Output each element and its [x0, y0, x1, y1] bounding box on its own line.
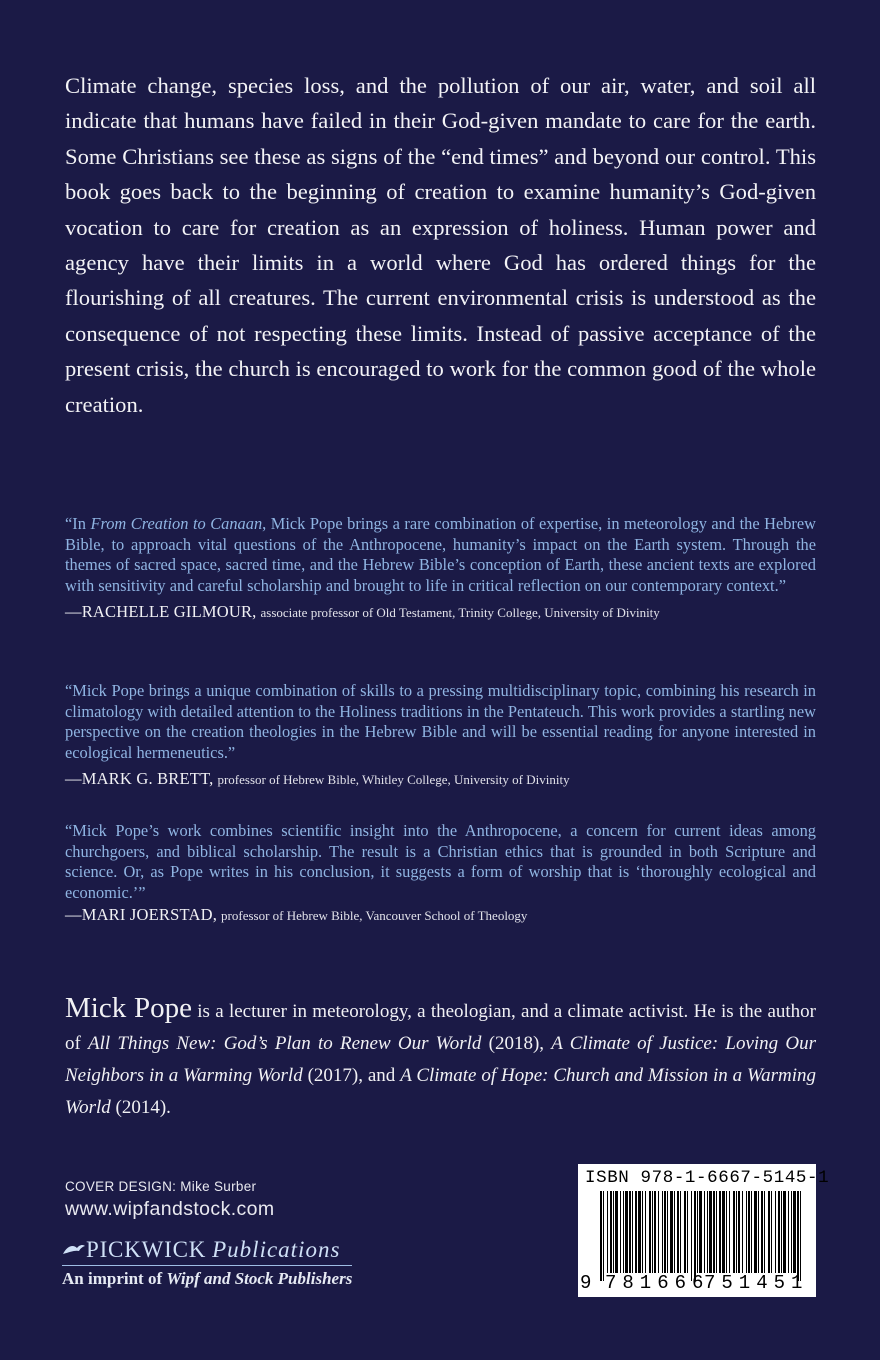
publisher-website[interactable]: www.wipfandstock.com	[65, 1198, 275, 1220]
endorsement-text: “Mick Pope’s work combines scientific insight into the Anthropocene, a concern for current ideas among churchgoers, and biblical scholarship. The result is a Christian ethics that is grounded in both Scripture and science. Or, as Pope writes in his conclusion, it suggests a form of worship that is ‘thoroughly ecological and economic.’”	[65, 821, 816, 902]
barcode-bar	[638, 1191, 641, 1273]
endorser-role: professor of Hebrew Bible, Vancouver School of Theology	[221, 908, 528, 924]
book-title: From Creation to Canaan	[90, 514, 263, 533]
barcode-digits	[578, 1272, 816, 1296]
barcode-bar	[713, 1191, 715, 1273]
endorsement-text: “Mick Pope brings a unique combination of skills to a pressing multidisciplinary topic, combining his research in climatology with detailed attention to the Holiness traditions in the Pentateuch. This work provides a startling new perspective on the creation theologies in the Hebrew Bible and will be essential reading for anyone interested in ecological hermeneutics.”	[65, 681, 816, 762]
endorsement-joerstad	[65, 821, 816, 925]
barcode-bar	[775, 1191, 776, 1273]
barcode-bar	[687, 1191, 688, 1273]
barcode-bar	[697, 1191, 698, 1273]
barcode-bar	[793, 1191, 796, 1273]
endorser-role: associate professor of Old Testament, Trinity College, University of Divinity	[260, 605, 660, 621]
barcode-bar	[704, 1191, 705, 1273]
barcode-bar	[709, 1191, 712, 1273]
barcode-bar	[615, 1191, 618, 1273]
barcode-bar	[751, 1191, 752, 1273]
barcode-bar	[736, 1191, 737, 1273]
barcode-bar	[742, 1191, 743, 1273]
endorsement-brett	[65, 681, 816, 789]
barcode-bar	[729, 1191, 730, 1273]
barcode-bar	[629, 1191, 631, 1273]
barcode-bar	[670, 1191, 673, 1273]
author-name: Mick Pope	[65, 992, 192, 1024]
endorser-name: —RACHELLE GILMOUR,	[65, 602, 257, 622]
barcode-digit-lead: 9	[580, 1272, 592, 1294]
barcode-bar	[600, 1191, 602, 1281]
endorsement-attribution	[65, 905, 816, 925]
endorsement-gilmour	[65, 514, 816, 622]
imprint-line: An imprint of Wipf and Stock Publishers	[62, 1269, 353, 1288]
endorsement-text: “In From Creation to Canaan, Mick Pope brings a rare combination of expertise, in meteorology and the Hebrew Bible, to approach vital questions of the Anthropocene, humanity’s impact on the Earth system. Through the themes of sacred space, sacred time, and the Hebrew Bible’s conception of Earth, these ancient texts are explored with sensitivity and careful scholarship and brought to life in critical reflection on our contemporary context.”	[65, 514, 816, 595]
publisher-logo	[62, 1237, 352, 1289]
barcode-digit-group-left: 781666	[605, 1272, 710, 1294]
back-cover-blurb: Climate change, species loss, and the pollution of our air, water, and soil all indicate that humans have failed in their God-given mandate to care for the earth. Some Christians see these as signs of the “end times” and beyond our control. This book goes back to the beginning of creation to examine humanity’s God-given vocation to care for creation as an expression of holiness. Human power and agency have their limits in a world where God has ordered things for the flourishing of all creatures. The current environmental crisis is understood as the consequence of not respecting these limits. Instead of passive acceptance of the present crisis, the church is encouraged to work for the common good of the whole creation.	[65, 73, 816, 417]
barcode-bar	[726, 1191, 727, 1273]
barcode-bar	[761, 1191, 763, 1273]
barcode-bar	[758, 1191, 759, 1273]
barcode-bar	[788, 1191, 789, 1273]
barcode-bar	[674, 1191, 675, 1273]
barcode-bar	[642, 1191, 643, 1273]
barcode-bar	[781, 1191, 782, 1273]
endorsement-attribution	[65, 602, 816, 622]
barcode-bar	[649, 1191, 651, 1273]
endorser-role: professor of Hebrew Bible, Whitley College, University of Divinity	[217, 772, 570, 788]
barcode-bar	[791, 1191, 792, 1273]
barcode-bar	[771, 1191, 772, 1273]
barcode-bar	[635, 1191, 637, 1273]
book-title: A Climate of Justice: Loving Our Neighbors in a Warming World	[65, 1033, 817, 1086]
author-bio: Mick Pope is a lecturer in meteorology, a theologian, and a climate activist. He is the author of All Things New: God’s Plan to Renew Our World (2018), A Climate of Justice: Loving Our Neighbors in a Warming World (2017), and A Climate of Hope: Church and Mission in a Warming World (2014).	[65, 992, 817, 1118]
barcode-bar	[652, 1191, 653, 1273]
barcode-bar	[738, 1191, 740, 1273]
isbn-barcode	[578, 1164, 830, 1297]
barcode-bar	[632, 1191, 633, 1273]
isbn-label: ISBN 978-1-6667-5145-1	[585, 1168, 830, 1188]
barcode-bar	[684, 1191, 686, 1273]
bird-icon	[62, 1242, 86, 1258]
credits	[65, 1179, 275, 1221]
barcode-bar	[680, 1191, 681, 1273]
barcode-bar	[664, 1191, 666, 1273]
barcode-bar	[623, 1191, 624, 1273]
barcode-bar	[603, 1191, 604, 1281]
barcode-digit-group-right: 751451	[704, 1272, 809, 1294]
barcode-bar	[607, 1191, 608, 1273]
endorser-name: —MARI JOERSTAD,	[65, 905, 218, 925]
barcode-bar	[654, 1191, 656, 1273]
book-title: All Things New: God’s Plan to Renew Our World	[88, 1033, 482, 1054]
endorsement-attribution	[65, 769, 816, 789]
barcode-bar	[716, 1191, 717, 1273]
barcode-bar	[677, 1191, 679, 1273]
barcode-bar	[783, 1191, 786, 1273]
barcode-bar	[610, 1191, 612, 1273]
barcode-bar	[733, 1191, 735, 1273]
book-title: A Climate of Hope: Church and Mission in a Warming World	[65, 1065, 816, 1118]
barcode-bar	[754, 1191, 757, 1273]
barcode-bar	[645, 1191, 646, 1273]
barcode-bar	[748, 1191, 750, 1273]
barcode-bar	[699, 1191, 702, 1273]
barcode-bar	[764, 1191, 765, 1273]
publisher-name: PICKWICK Publications	[62, 1237, 352, 1266]
barcode-bar	[662, 1191, 663, 1273]
barcode-bar	[613, 1191, 614, 1273]
barcode-bar	[768, 1191, 770, 1273]
barcode-bar	[778, 1191, 780, 1273]
barcode-bar	[625, 1191, 628, 1273]
barcode-bar	[694, 1191, 696, 1281]
endorser-name: —MARK G. BRETT,	[65, 769, 214, 789]
barcode-bar	[620, 1191, 621, 1273]
cover-design-credit: COVER DESIGN: Mike Surber	[65, 1179, 257, 1194]
barcode-bar	[719, 1191, 721, 1273]
barcode-bar	[722, 1191, 725, 1273]
barcode-bar	[667, 1191, 668, 1273]
barcode-bar	[800, 1191, 801, 1281]
barcode-bar	[707, 1191, 708, 1273]
barcode-bar	[797, 1191, 799, 1281]
barcode-bar	[746, 1191, 747, 1273]
barcode-bar	[691, 1191, 692, 1281]
barcode-bar	[658, 1191, 659, 1273]
